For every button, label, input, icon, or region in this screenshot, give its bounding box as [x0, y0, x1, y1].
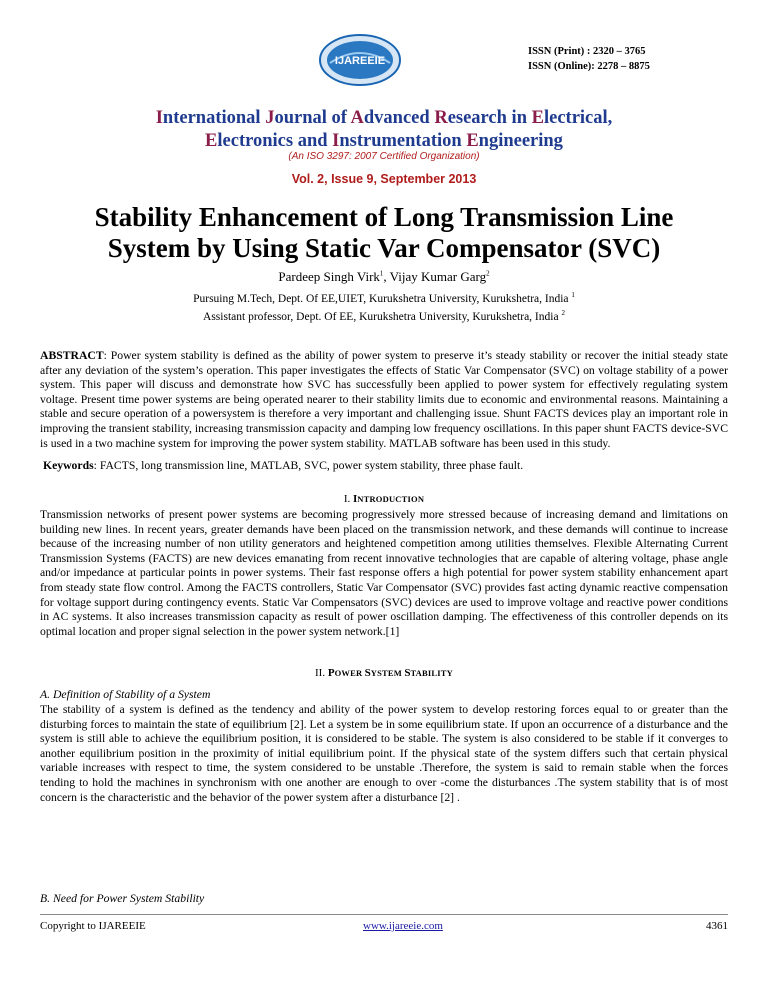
subheading-need-for-stability: B. Need for Power System Stability [40, 892, 205, 905]
certification-note: (An ISO 3297: 2007 Certified Organization) [288, 151, 480, 162]
section-heading-power-system-stability: II. POWER SYSTEM STABILITY [315, 667, 453, 679]
paper-title [40, 202, 728, 264]
issn-online: ISSN (Online): 2278 – 8875 [528, 61, 650, 72]
paper-title-line1: Stability Enhancement of Long Transmission Line [94, 202, 674, 232]
author-2: Vijay Kumar Garg [389, 269, 487, 284]
journal-title [0, 107, 768, 153]
journal-logo [318, 33, 402, 87]
abstract: ABSTRACT: Power system stability is defined as the ability of power system to preserve it’s steady stability or recover the initial steady state after any deviation of the system’s operation. This paper investigates the effects of Static Var Compensator (SVC) on voltage stability of a power system. This paper will discuss and demonstrate how SVC has successfully been applied to power system for effectively regulating system voltage. Present time power systems are being operated nearer to their stability limits due to economic and environmental reasons. Maintaining a stable and secure operation of a powersystem is therefore a very important and challenging issue. Shunt FACTS devices play an important role in improving the transient stability, increasing transmission capacity and damping low frequency oscillations. In this paper shunt FACTS device-SVC is used in a two machine system for improving the power system stability. MATLAB software has been used in this study. [40, 349, 728, 450]
keywords: Keywords: FACTS, long transmission line, MATLAB, SVC, power system stability, three phase fault. [43, 459, 524, 472]
volume-issue: Vol. 2, Issue 9, September 2013 [291, 172, 477, 186]
paper-title-line2: System by Using Static Var Compensator (SVC) [107, 233, 661, 263]
subheading-definition-of-stability: A. Definition of Stability of a System [40, 688, 211, 701]
journal-title-line1: International Journal of Advanced Research in Electrical, [155, 108, 613, 128]
introduction-text: Transmission networks of present power systems are becoming progressively more stressed because of increasing demand and limitations on building new lines. In recent years, greater demands have been placed on the transmission network, and these demands will continue to increase because of the increasing number of non utility generators and heightened competition among utilities themselves. Flexible Alternating Current Transmission Systems (FACTS) are new devices emanating from recent innovative technologies that are capable of altering voltage, phase angle and/or impedance at particular points in power systems. Their fast response offers a high potential for power system stability enhancement apart from steady state flow control. Among the FACTS controllers, Static Var Compensator (SVC) provides fast acting dynamic reactive compensation for voltage support during contingency events. Static Var Compensators (SVC) devices are used to improve voltage and reactive power conditions in AC systems. It also increases transmission capacity as result of power oscillation damping. The effectiveness of this controller depends on its optimal location and proper signal selection in the power system network.[1] [40, 508, 728, 638]
website-link[interactable]: www.ijareeie.com [363, 920, 443, 932]
page-number: 4361 [706, 920, 728, 932]
affiliation-1: Pursuing M.Tech, Dept. Of EE,UIET, Kurukshetra University, Kurukshetra, India $^1$ [193, 291, 575, 305]
keywords-label: Keywords [43, 459, 94, 472]
authors: Pardeep Singh Virk$^1$, Vijay Kumar Garg$^2$ [278, 269, 490, 284]
definition-text: The stability of a system is defined as the tendency and ability of the power system to develop restoring forces equal to or greater than the disturbing forces to maintain the state of equilibrium [2]. Let a system be in some equilibrium state. If upon an occurrence of a disturbance and the system is still able to achieve the equilibrium position, it is considered to be stable. The system is also considered to be stable if it converges to another equilibrium position in the proximity of initial equilibrium point. If the physical state of the system differs such that certain physical variable increases with respect to time, the system considered to be unstable .Therefore, the system is said to remain stable when the forces tending to hold the machines in synchronism with one another are enough to over -come the disturbances .The system stability that is of most concern is the characteristic and the behavior of the power system after a disturbance [2] . [40, 703, 728, 804]
logo-text: IJAREEIE [334, 55, 386, 67]
journal-title-line2: Electronics and Instrumentation Engineering [205, 131, 563, 151]
section-heading-introduction: I. INTRODUCTION [343, 493, 425, 505]
issn-print: ISSN (Print) : 2320 – 3765 [528, 46, 646, 57]
affiliation-2: Assistant professor, Dept. Of EE, Kurukshetra University, Kurukshetra, India $^2$ [203, 309, 565, 323]
author-1: Pardeep Singh Virk [278, 269, 380, 284]
footer-divider [40, 914, 728, 915]
issn-block [528, 44, 728, 74]
copyright-text: Copyright to IJAREEIE [40, 920, 146, 932]
abstract-label: ABSTRACT [40, 349, 104, 362]
